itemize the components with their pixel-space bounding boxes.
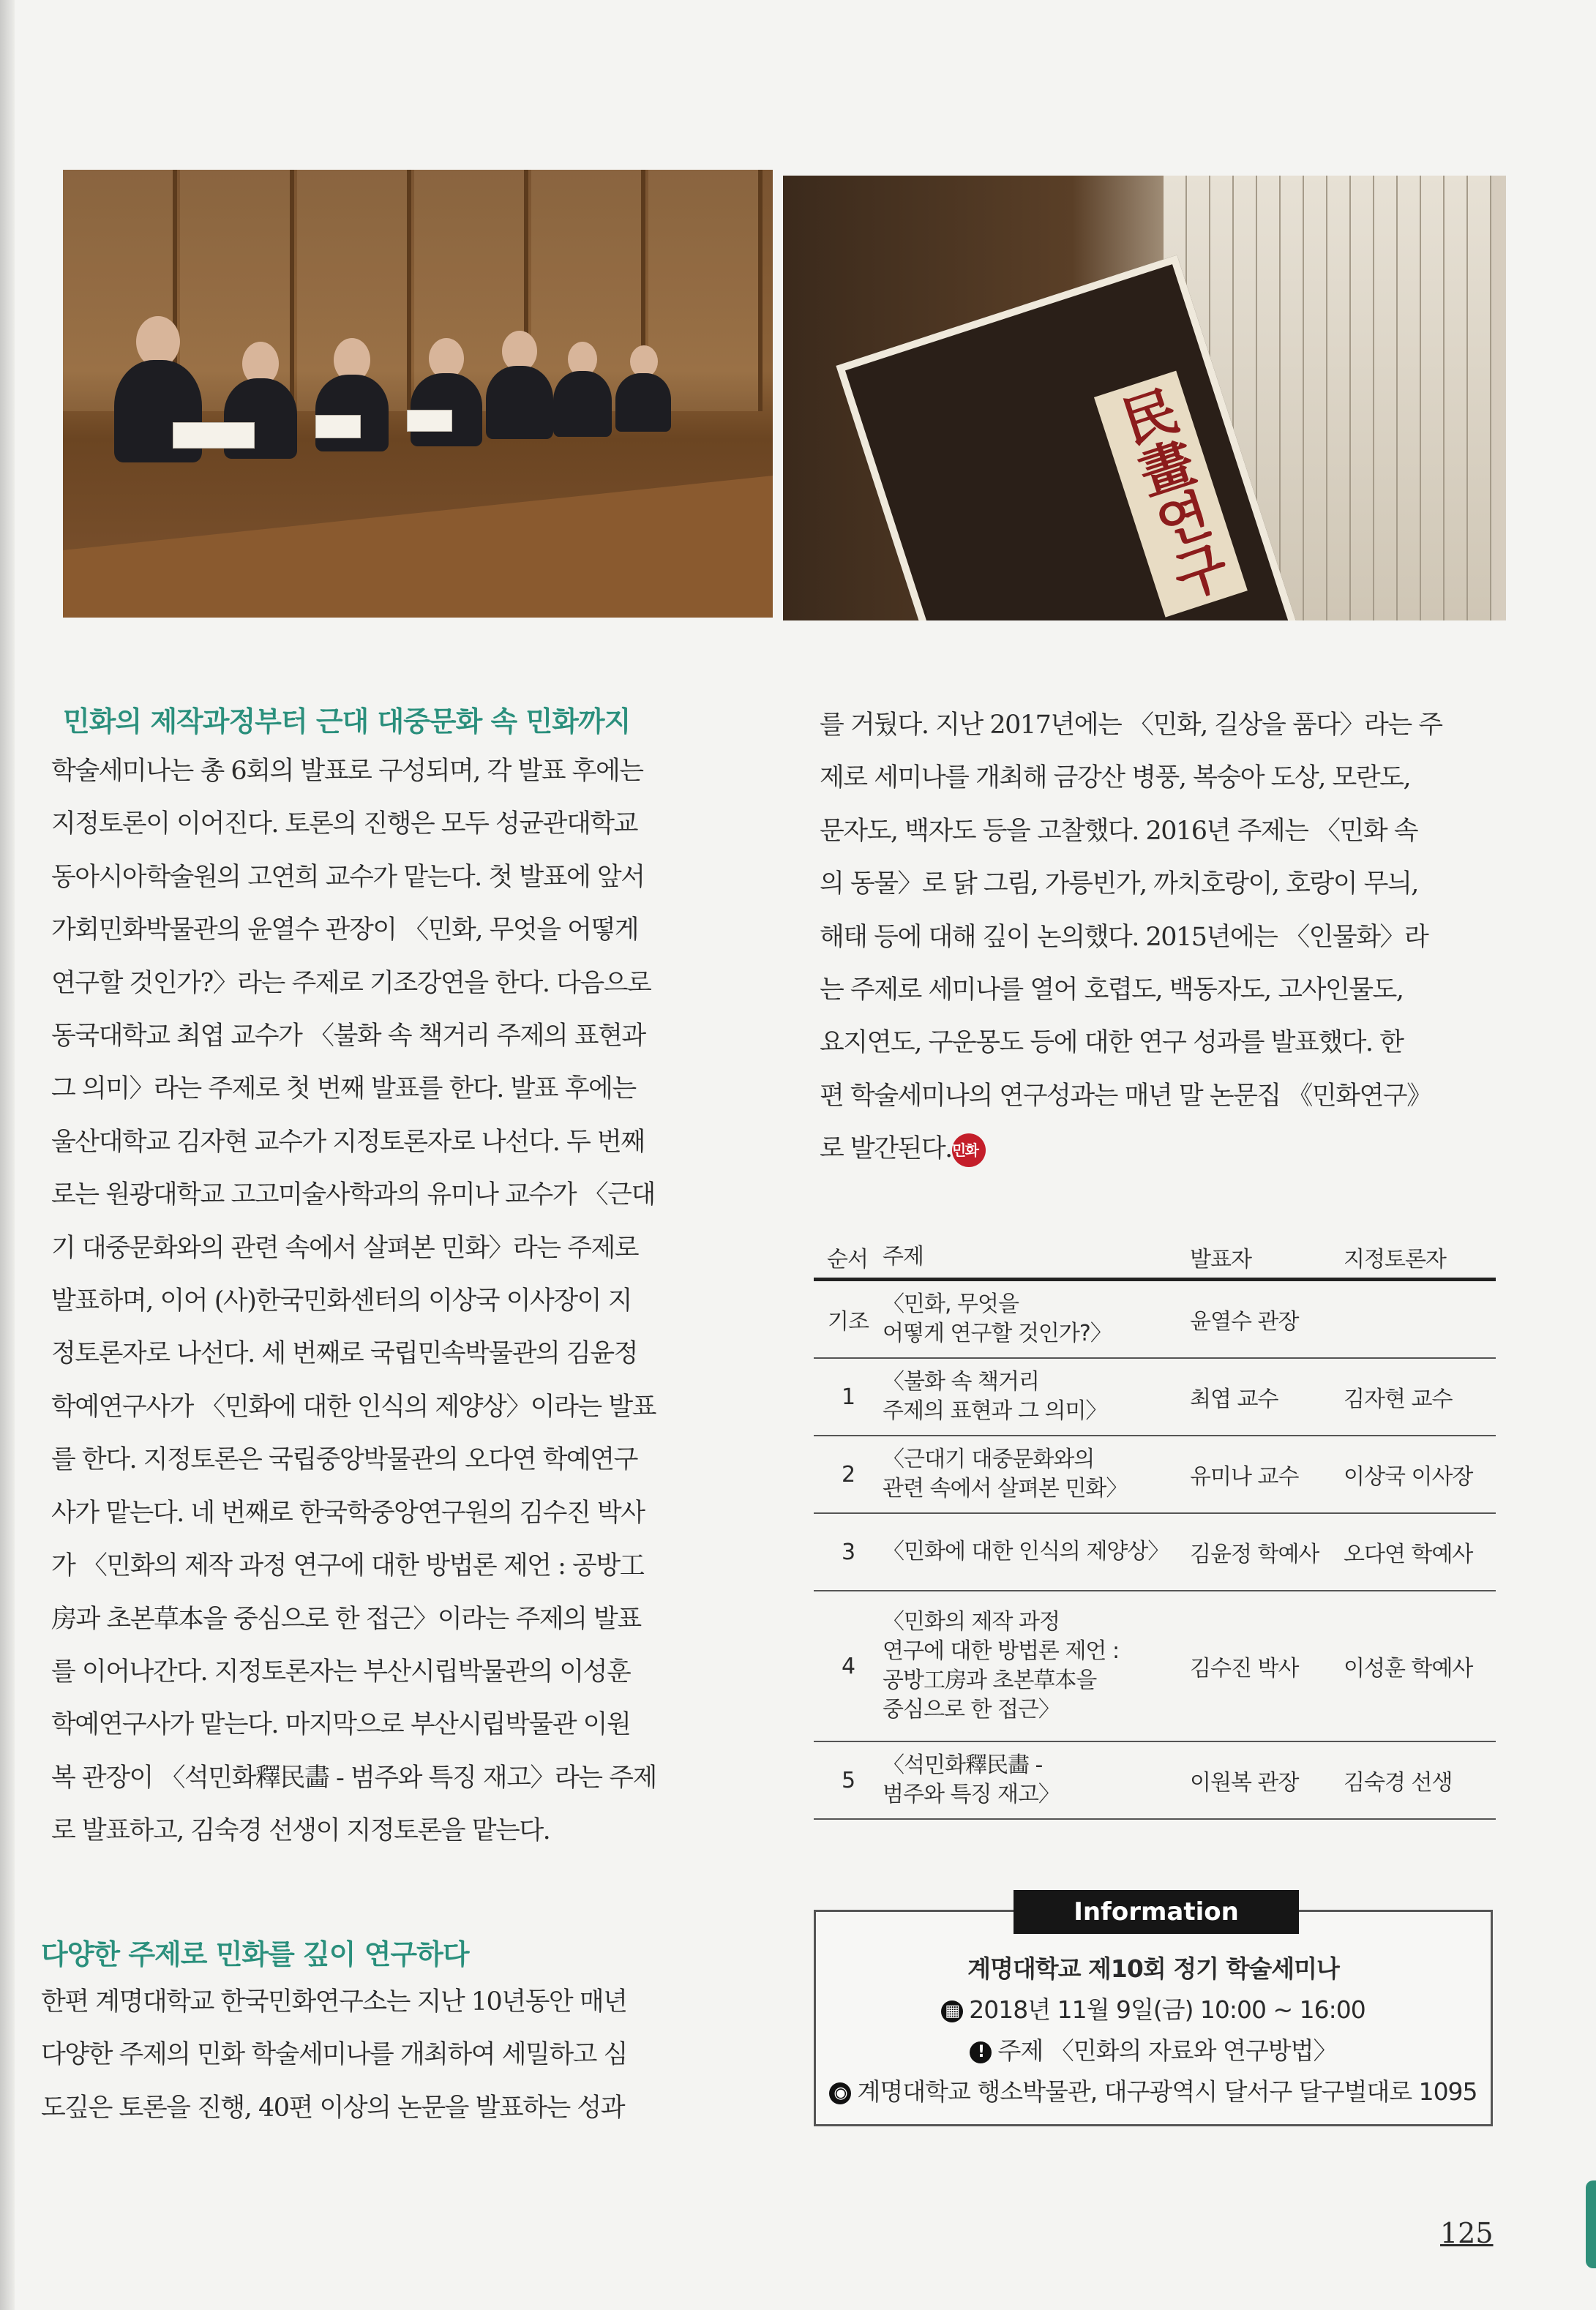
location-pin-icon: ◉ <box>829 2082 851 2104</box>
wall-panel <box>180 170 294 411</box>
nameplate <box>407 410 452 432</box>
book-spine <box>1351 176 1374 620</box>
cell-topic <box>883 1445 1190 1504</box>
topic-line: 범주와 특징 재고〉 <box>883 1782 1060 1807</box>
body-line: 다양한 주제의 민화 학술세미나를 개최하여 세밀하고 심 <box>41 2040 627 2070</box>
topic-line: 연구에 대한 방법론 제언 : <box>883 1638 1120 1664</box>
info-topic: 주제 〈민화의 자료와 연구방법〉 <box>997 2036 1337 2065</box>
cell-topic <box>883 1751 1190 1810</box>
person <box>486 366 553 439</box>
body-line: 房과 초본草本을 중심으로 한 접근〉이라는 주제의 발표 <box>51 1604 641 1634</box>
topic-line: 주제의 표현과 그 의미〉 <box>883 1398 1107 1424</box>
body-line: 학술세미나는 총 6회의 발표로 구성되며, 각 발표 후에는 <box>51 757 643 786</box>
book-spine <box>1281 176 1304 620</box>
topic-line: 어떻게 연구할 것인가?〉 <box>883 1321 1112 1346</box>
table-row <box>814 1359 1496 1436</box>
cell-topic <box>883 1290 1190 1349</box>
body-line: 로는 원광대학교 고고미술사학과의 유미나 교수가 〈근대 <box>51 1180 655 1210</box>
header-discussant: 지정토론자 <box>1344 1247 1446 1272</box>
exclamation-icon: ! <box>970 2041 992 2063</box>
schedule-table <box>814 1237 1496 1820</box>
header-topic: 주제 <box>883 1244 923 1270</box>
book-spine <box>1468 176 1491 620</box>
info-title: 계명대학교 제10회 정기 학술세미나 <box>967 1954 1339 1983</box>
cell-topic <box>883 1537 1190 1567</box>
body-line: 는 주제로 세미나를 열어 호렵도, 백동자도, 고사인물도, <box>820 975 1404 1005</box>
table-row <box>814 1281 1496 1359</box>
cell-discussant: 김자현 교수 <box>1344 1387 1453 1412</box>
person <box>615 373 671 432</box>
page-tab-marker <box>1586 2180 1596 2268</box>
body-line: 사가 맡는다. 네 번째로 한국학중앙연구원의 김수진 박사 <box>51 1498 645 1528</box>
body-line-text: 로 발간된다. <box>820 1134 952 1164</box>
book-cover-title: 民畫연구 <box>1094 371 1248 618</box>
section-2-body <box>41 1976 718 2134</box>
body-line: 가회민화박물관의 윤열수 관장이 〈민화, 무엇을 어떻게 <box>51 915 639 945</box>
cell-presenter: 유미나 교수 <box>1190 1464 1299 1490</box>
body-line: 문자도, 백자도 등을 고찰했다. 2016년 주제는 〈민화 속 <box>820 816 1418 846</box>
topic-line: 관련 속에서 살펴본 민화〉 <box>883 1476 1128 1501</box>
body-line: 편 학술세미나의 연구성과는 매년 말 논문집 《민화연구》 <box>820 1081 1431 1111</box>
calendar-icon: ▦ <box>941 2000 963 2022</box>
body-line: 지정토론이 이어진다. 토론의 진행은 모두 성균관대학교 <box>51 809 637 839</box>
page-number: 125 <box>1440 2217 1494 2249</box>
wall-panel <box>648 170 763 411</box>
body-line: 해태 등에 대해 깊이 논의했다. 2015년에는 〈인물화〉라 <box>820 922 1428 952</box>
topic-line: 〈근대기 대중문화와의 <box>883 1447 1095 1472</box>
body-line: 를 거뒀다. 지난 2017년에는 〈민화, 길상을 품다〉라는 주 <box>820 710 1442 740</box>
body-line: 연구할 것인가?〉라는 주제로 기조강연을 한다. 다음으로 <box>51 968 651 998</box>
cell-presenter: 김수진 박사 <box>1190 1656 1299 1681</box>
person <box>315 375 389 451</box>
minhwa-end-mark: 민화 <box>952 1133 986 1167</box>
cell-presenter: 최엽 교수 <box>1190 1387 1278 1412</box>
table-header <box>814 1237 1496 1281</box>
book-spine <box>1398 176 1421 620</box>
body-line: 를 한다. 지정토론은 국립중앙박물관의 오다연 학예연구 <box>51 1445 637 1475</box>
body-line-last <box>820 1122 1496 1175</box>
body-line: 그 의미〉라는 주제로 첫 번째 발표를 한다. 발표 후에는 <box>51 1074 636 1104</box>
topic-line: 〈민화, 무엇을 <box>883 1291 1019 1317</box>
body-line: 요지연도, 구운몽도 등에 대한 연구 성과를 발표했다. 한 <box>820 1028 1404 1058</box>
body-line: 동국대학교 최엽 교수가 〈불화 속 책거리 주제의 표현과 <box>51 1021 645 1051</box>
cell-discussant: 김숙경 선생 <box>1344 1770 1453 1796</box>
body-line: 정토론자로 나선다. 세 번째로 국립민속박물관의 김윤정 <box>51 1339 637 1369</box>
section-heading-1: 민화의 제작과정부터 근대 대중문화 속 민화까지 <box>63 705 631 738</box>
cell-order: 4 <box>841 1653 855 1679</box>
header-presenter: 발표자 <box>1190 1247 1251 1272</box>
right-column-body <box>820 699 1496 1176</box>
cell-order: 3 <box>841 1539 855 1565</box>
cell-presenter: 김윤정 학예사 <box>1190 1542 1319 1567</box>
book-spine <box>1374 176 1398 620</box>
body-line: 가 〈민화의 제작 과정 연구에 대한 방법론 제언 : 공방工 <box>51 1551 645 1581</box>
body-line: 울산대학교 김자현 교수가 지정토론자로 나선다. 두 번째 <box>51 1127 645 1157</box>
table-row <box>814 1742 1496 1820</box>
table-body <box>814 1281 1496 1820</box>
cell-discussant: 이상국 이사장 <box>1344 1464 1473 1490</box>
page-edge <box>0 0 15 2310</box>
books-photo <box>783 176 1506 620</box>
cell-order: 1 <box>841 1384 855 1410</box>
header-order: 순서 <box>827 1247 868 1272</box>
section-heading-2: 다양한 주제로 민화를 깊이 연구하다 <box>41 1938 469 1970</box>
book-spine <box>1421 176 1445 620</box>
nameplate <box>173 422 255 449</box>
cell-order: 기조 <box>828 1309 869 1335</box>
table-row <box>814 1591 1496 1742</box>
cell-topic <box>883 1368 1190 1426</box>
book-spine <box>1304 176 1327 620</box>
topic-line: 〈석민화釋民畵 - <box>883 1752 1043 1778</box>
nameplate <box>315 415 361 438</box>
body-line: 발표하며, 이어 (사)한국민화센터의 이상국 이사장이 지 <box>51 1286 632 1316</box>
info-location-line <box>816 2073 1491 2107</box>
information-box <box>814 1897 1493 2126</box>
body-line: 복 관장이 〈석민화釋民畵 - 범주와 특징 재고〉라는 주제 <box>51 1763 656 1793</box>
body-line: 동아시아학술원의 고연희 교수가 맡는다. 첫 발표에 앞서 <box>51 862 645 892</box>
table-row <box>814 1514 1496 1591</box>
section-1-body <box>51 745 728 1858</box>
book-spine <box>1445 176 1468 620</box>
cell-presenter: 이원복 관장 <box>1190 1770 1299 1796</box>
info-topic-line <box>816 2032 1491 2066</box>
cell-discussant: 오다연 학예사 <box>1344 1542 1473 1567</box>
topic-line: 〈불화 속 책거리 <box>883 1369 1039 1395</box>
cell-order: 5 <box>841 1767 855 1793</box>
topic-line: 〈민화에 대한 인식의 제양상〉 <box>883 1539 1169 1564</box>
body-line: 로 발표하고, 김숙경 선생이 지정토론을 맡는다. <box>51 1816 550 1846</box>
body-line: 한편 계명대학교 한국민화연구소는 지난 10년동안 매년 <box>41 1987 627 2017</box>
table-row <box>814 1436 1496 1514</box>
book-spine <box>1327 176 1351 620</box>
information-label: Information <box>1014 1890 1299 1934</box>
info-location: 계명대학교 행소박물관, 대구광역시 달서구 달구벌대로 1095 <box>857 2077 1477 2106</box>
cell-topic <box>883 1608 1190 1725</box>
conference-table <box>63 476 773 618</box>
topic-line: 〈민화의 제작 과정 <box>883 1609 1060 1635</box>
body-line: 를 이어나간다. 지정토론자는 부산시립박물관의 이성훈 <box>51 1657 631 1687</box>
person <box>553 371 612 437</box>
seminar-photo <box>63 170 773 618</box>
body-line: 의 동물〉로 닭 그림, 가릉빈가, 까치호랑이, 호랑이 무늬, <box>820 869 1418 899</box>
topic-line: 중심으로 한 접근〉 <box>883 1697 1060 1722</box>
topic-line: 공방工房과 초본草本을 <box>883 1668 1097 1693</box>
body-line: 학예연구사가 맡는다. 마지막으로 부산시립박물관 이원 <box>51 1710 631 1740</box>
cell-presenter: 윤열수 관장 <box>1190 1309 1299 1335</box>
info-date: 2018년 11월 9일(금) 10:00 ~ 16:00 <box>969 1995 1365 2024</box>
body-line: 학예연구사가 〈민화에 대한 인식의 제양상〉이라는 발표 <box>51 1392 656 1422</box>
info-date-line <box>816 1991 1491 2025</box>
body-line: 도깊은 토론을 진행, 40편 이상의 논문을 발표하는 성과 <box>41 2093 625 2123</box>
cell-order: 2 <box>841 1461 855 1488</box>
body-line: 기 대중문화와의 관련 속에서 살펴본 민화〉라는 주제로 <box>51 1233 639 1263</box>
body-line: 제로 세미나를 개최해 금강산 병풍, 복숭아 도상, 모란도, <box>820 763 1411 793</box>
cell-discussant: 이성훈 학예사 <box>1344 1656 1473 1681</box>
